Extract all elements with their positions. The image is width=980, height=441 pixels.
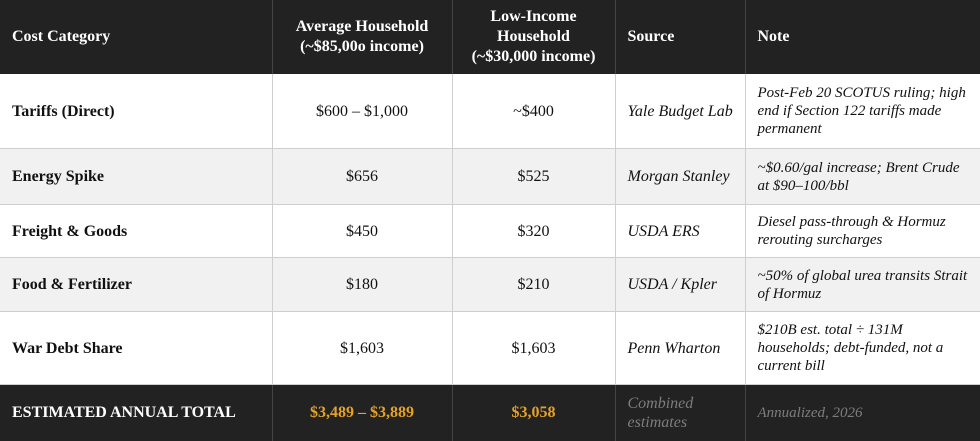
row-low-income-cost: ~$400: [452, 74, 615, 149]
total-note: Annualized, 2026: [745, 385, 980, 441]
row-average-cost: $600 – $1,000: [272, 74, 452, 149]
row-low-income-cost: $525: [452, 149, 615, 205]
header-row: [0, 0, 980, 74]
row-source: USDA / Kpler: [615, 258, 745, 312]
total-low-income-cost: $3,058: [452, 385, 615, 441]
table-row: [0, 312, 980, 385]
row-source: Yale Budget Lab: [615, 74, 745, 149]
header-cost-category: Cost Category: [0, 0, 272, 74]
row-average-cost: $180: [272, 258, 452, 312]
row-category: Food & Fertilizer: [0, 258, 272, 312]
row-average-cost: $450: [272, 205, 452, 258]
row-note: ~50% of global urea transits Strait of Hormuz: [745, 258, 980, 312]
table-row: [0, 149, 980, 205]
header-note: Note: [745, 0, 980, 74]
table-body: [0, 74, 980, 385]
row-category: War Debt Share: [0, 312, 272, 385]
table-header: [0, 0, 980, 74]
row-low-income-cost: $320: [452, 205, 615, 258]
row-low-income-cost: $210: [452, 258, 615, 312]
row-low-income-cost: $1,603: [452, 312, 615, 385]
total-row: [0, 385, 980, 441]
row-note: $210B est. total ÷ 131M households; debt-funded, not a current bill: [745, 312, 980, 385]
row-category: Energy Spike: [0, 149, 272, 205]
header-low-income-household: Low-Income Household (~$30,000 income): [452, 0, 615, 74]
table-row: [0, 74, 980, 149]
header-source: Source: [615, 0, 745, 74]
row-note: Post-Feb 20 SCOTUS ruling; high end if Section 122 tariffs made permanent: [745, 74, 980, 149]
row-source: USDA ERS: [615, 205, 745, 258]
row-category: Tariffs (Direct): [0, 74, 272, 149]
header-average-household: Average Household (~$85,00o income): [272, 0, 452, 74]
row-source: Penn Wharton: [615, 312, 745, 385]
row-source: Morgan Stanley: [615, 149, 745, 205]
total-label: ESTIMATED ANNUAL TOTAL: [0, 385, 272, 441]
table-footer: [0, 385, 980, 441]
table-row: [0, 258, 980, 312]
total-source: Combined estimates: [615, 385, 745, 441]
row-note: Diesel pass-through & Hormuz rerouting surcharges: [745, 205, 980, 258]
row-average-cost: $1,603: [272, 312, 452, 385]
table-row: [0, 205, 980, 258]
total-average-cost: $3,489 – $3,889: [272, 385, 452, 441]
row-average-cost: $656: [272, 149, 452, 205]
row-category: Freight & Goods: [0, 205, 272, 258]
row-note: ~$0.60/gal increase; Brent Crude at $90–100/bbl: [745, 149, 980, 205]
